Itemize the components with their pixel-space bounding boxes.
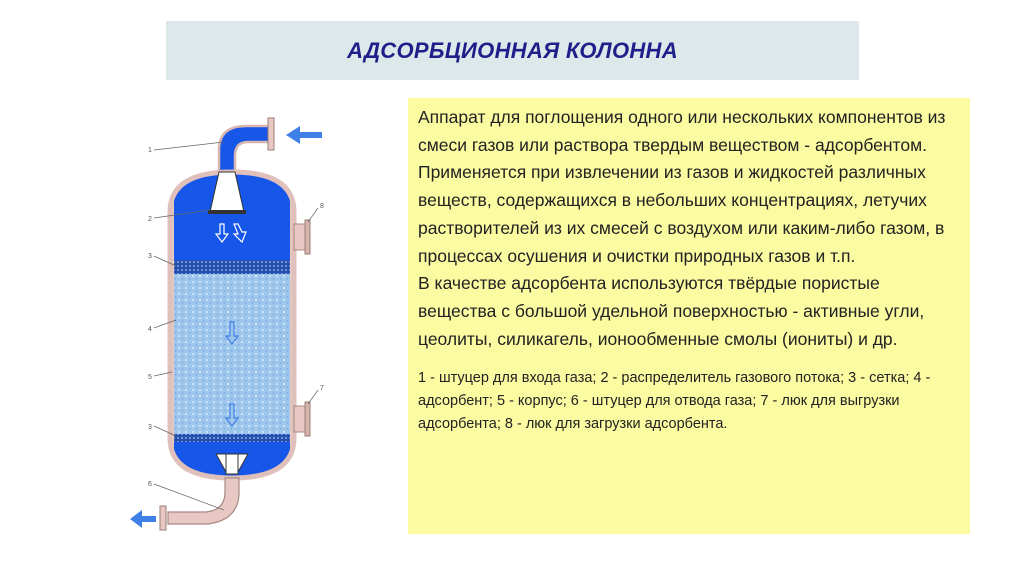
callout-label: 5 (148, 374, 152, 381)
slide-title: АДСОРБЦИОННАЯ КОЛОННА (347, 37, 678, 63)
callout-label: 3 (148, 253, 152, 260)
callout-label: 6 (148, 481, 152, 488)
adsorbents-text: В качестве адсорбента используются твёрдые пористые вещества с большой удельной поверхностью - активные угли, цеолиты, силикагель, ионообменные смолы (иониты) и др. (418, 273, 925, 349)
callout-label: 7 (320, 385, 324, 392)
callout-label: 2 (148, 216, 152, 223)
adsorption-column-diagram (128, 100, 358, 552)
description-box (408, 98, 970, 534)
callout-labels (128, 100, 358, 552)
title-bar (166, 21, 859, 80)
description-text: Аппарат для поглощения одного или нескольких компонентов из смеси газов или раствора твердым веществом - адсорбентом. Применяется при извлечении из газов и жидкостей различных веществ, содержащихся в небольших концентрациях, летучих растворителей из их смесей с воздухом или каким-либо газом, в процессах осушения и очистки природных газов и т.п. (418, 107, 946, 266)
legend-text: 1 - штуцер для входа газа; 2 - распределитель газового потока; 3 - сетка; 4 - адсорбент; 5 - корпус; 6 - штуцер для отвода газа; 7 - люк для выгрузки адсорбента; 8 - люк для загрузки адсорбента. (418, 370, 931, 433)
callout-label: 4 (148, 326, 152, 333)
callout-label: 1 (148, 147, 152, 154)
callout-label: 3 (148, 424, 152, 431)
callout-label: 8 (320, 203, 324, 210)
